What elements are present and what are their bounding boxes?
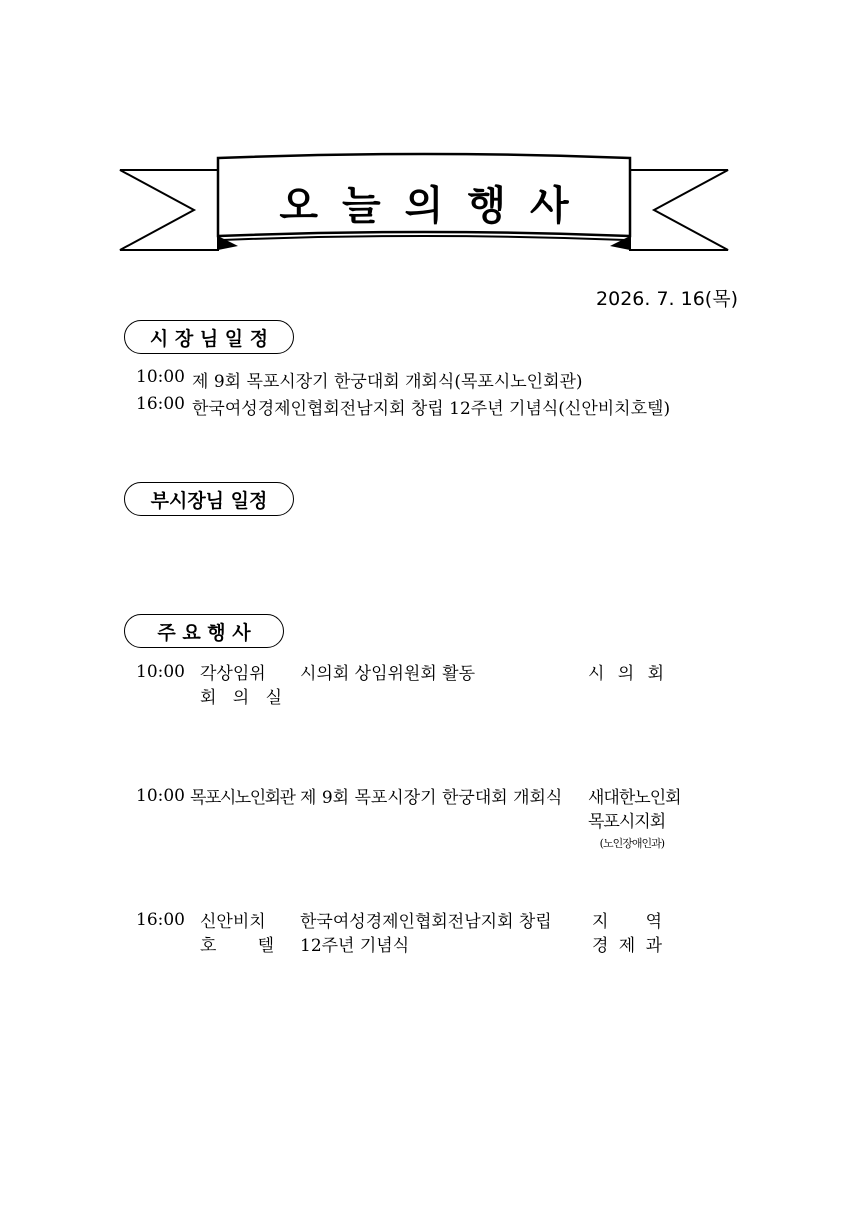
list-item xyxy=(136,394,670,421)
title-banner xyxy=(118,150,730,260)
event-host xyxy=(592,910,662,958)
event-place-line: 회 의 실 xyxy=(200,688,282,708)
event-place-line: 호 텔 xyxy=(200,936,274,956)
vice-mayor-schedule-heading: 부시장님 일정 xyxy=(124,482,294,516)
event-row xyxy=(136,662,666,712)
item-time: 16:00 xyxy=(136,394,185,414)
event-title-line: 한국여성경제인협회전남지회 창립 xyxy=(300,912,552,932)
event-place-line: 신안비치 xyxy=(200,912,266,932)
event-row xyxy=(136,786,681,850)
item-time: 10:00 xyxy=(136,367,185,387)
event-host xyxy=(588,786,681,854)
event-host-note: (노인장애인과) xyxy=(599,837,664,850)
list-item xyxy=(136,367,670,394)
event-place xyxy=(190,786,295,810)
event-host-line: 새대한노인회 xyxy=(588,788,681,808)
event-title-line: 12주년 기념식 xyxy=(300,936,410,956)
event-place-line: 각상임위 xyxy=(200,664,266,684)
event-time: 16:00 xyxy=(136,910,185,930)
event-host xyxy=(588,662,664,686)
event-host-line: 지 역 xyxy=(592,912,662,932)
event-title xyxy=(300,786,562,810)
event-time: 10:00 xyxy=(136,662,185,682)
item-text: 제 9회 목포시장기 한궁대회 개회식(목포시노인회관) xyxy=(192,372,583,392)
item-text: 한국여성경제인협회전남지회 창립 12주년 기념식(신안비치호텔) xyxy=(192,399,671,419)
event-title-line: 시의회 상임위원회 활동 xyxy=(300,664,476,684)
event-place xyxy=(200,910,274,958)
event-title xyxy=(300,910,552,958)
event-host-line: 시 의 회 xyxy=(588,664,664,684)
banner-title: 오늘의행사 xyxy=(279,182,593,229)
major-events-heading: 주 요 행 사 xyxy=(124,614,284,648)
mayor-schedule-heading: 시 장 님 일 정 xyxy=(124,320,294,354)
event-time: 10:00 xyxy=(136,786,185,806)
event-title-line: 제 9회 목포시장기 한궁대회 개회식 xyxy=(300,788,563,808)
mayor-schedule-list xyxy=(136,367,670,421)
event-row xyxy=(136,910,666,960)
event-place-line: 목포시노인회관 xyxy=(190,788,295,808)
event-place xyxy=(200,662,282,710)
event-host-line: 목포시지회 xyxy=(588,812,666,832)
event-host-line: 경 제 과 xyxy=(592,936,662,956)
event-title xyxy=(300,662,475,686)
date: 2026. 7. 16(목) xyxy=(596,288,738,310)
